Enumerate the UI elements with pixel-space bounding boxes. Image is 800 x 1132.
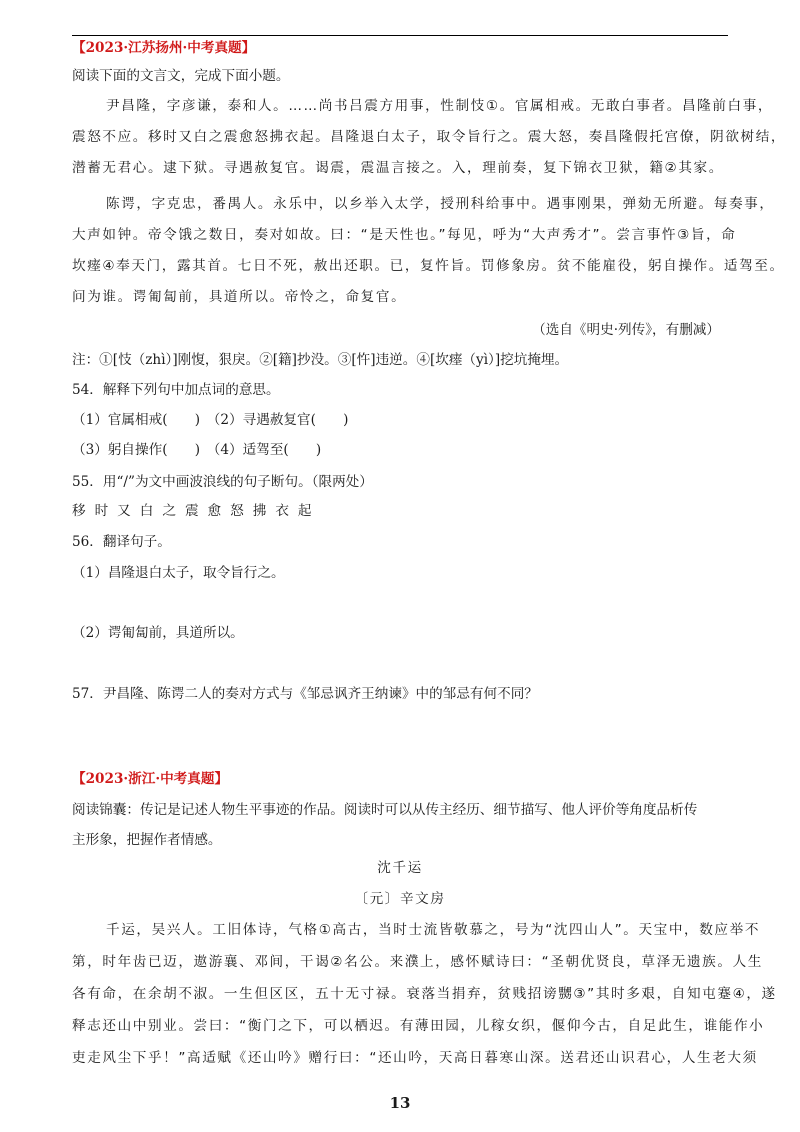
passage2-line: 释志还山中别业。尝曰：“衡门之下，可以栖迟。有薄田园，儿稼女织，偃仰今古，自足此生，谁能作小 (72, 1018, 765, 1034)
page-number: 13 (389, 1094, 411, 1112)
section2-intro: 主形象，把握作者情感。 (72, 832, 222, 848)
passage2-line: 各有命，在余胡不淑。一生但区区，五十无寸禄。衰落当捐弃，贫贱招谤嬲③”其时多艰，自知屯蹇④，遂 (72, 986, 777, 1002)
passage1-line: 问为谁。谔匍匐前，具道所以。帝怜之，命复官。 (72, 289, 407, 305)
section2-intro: 阅读锦囊：传记是记述人物生平事迹的作品。阅读时可以从传主经历、细节描写、他人评价等角度品析传 (72, 802, 698, 818)
question-54: 54．解释下列句中加点词的意思。 (72, 382, 280, 398)
passage2-line: 第，时年齿已迈，遨游襄、邓间，干谒②名公。来濮上，感怀赋诗曰：“圣朝优贤良，草泽无遗族。人生 (72, 954, 763, 970)
passage2-line: 千运，吴兴人。工旧体诗，气格①高古，当时士流皆敬慕之，号为“沈四山人”。天宝中，数应举不 (106, 922, 761, 938)
header-rule (72, 35, 728, 36)
section1-intro: 阅读下面的文言文，完成下面小题。 (72, 68, 290, 84)
passage1-line: 坎瘗④奉天门，露其首。七日不死，赦出还职。已，复忤旨。罚修象房。贫不能雇役，躬自操作。适驾至。 (72, 258, 785, 274)
passage1-line: 大声如钟。帝令饿之数日，奏对如故。曰：“是天性也。”每见，呼为“大声秀才”。尝言事忤③旨，命 (72, 227, 737, 243)
passage2-author: 〔元〕辛文房 (354, 891, 446, 907)
question-55: 55．用“/”为文中画波浪线的句子断句。（限两处） (72, 474, 373, 490)
question-57: 57．尹昌隆、陈谔二人的奏对方式与《邹忌讽齐王纳谏》中的邹忌有何不同？ (72, 686, 538, 702)
section1-tag: 【2023·江苏扬州·中考真题】 (72, 40, 256, 56)
passage1-line: 尹昌隆，字彦谦，泰和人。……尚书吕震方用事，性制忮①。官属相戒。无敢白事者。昌隆前白事， (106, 98, 774, 114)
question-56-item1: （1）昌隆退白太子，取令旨行之。 (72, 565, 285, 581)
passage1-line: 震怒不应。移时又白之震愈怒拂衣起。昌隆退白太子，取令旨行之。震大怒，奏昌隆假托宫僚，阴欲树结， (72, 129, 787, 145)
section2-tag: 【2023·浙江·中考真题】 (72, 771, 229, 787)
question-56: 56．翻译句子。 (72, 534, 171, 550)
passage2-title: 沈千运 (377, 860, 423, 876)
question-54-row1: （1）官属相戒( ) （2）寻遇赦复官( ) (72, 412, 349, 428)
passage1-line: 潜蓄无君心。逮下狱。寻遇赦复官。谒震，震温言接之。入，理前奏，复下锦衣卫狱，籍②其家。 (72, 160, 724, 176)
footnotes: 注：①[忮（zhì）]刚愎，狠戾。②[籍]抄没。③[忤]违逆。④[坎瘗（yì）]挖坑掩埋。 (72, 352, 569, 368)
passage1-line: 陈谔，字克忠，番禺人。永乐中，以乡举入太学，授刑科给事中。遇事刚果，弹劾无所避。每奏事， (106, 196, 775, 212)
question-55-sentence: 移时又白之震愈怒拂衣起 (72, 503, 321, 519)
source-citation: （选自《明史·列传》，有删减） (532, 322, 720, 338)
passage2-line: 吏走风尘下乎！”高适赋《还山吟》赠行曰：“还山吟，天高日暮寒山深。送君还山识君心，人生老大须 (72, 1050, 758, 1066)
question-56-item2: （2）谔匍匐前，具道所以。 (72, 625, 244, 641)
question-54-row2: （3）躬自操作( ) （4）适驾至( ) (72, 442, 322, 458)
